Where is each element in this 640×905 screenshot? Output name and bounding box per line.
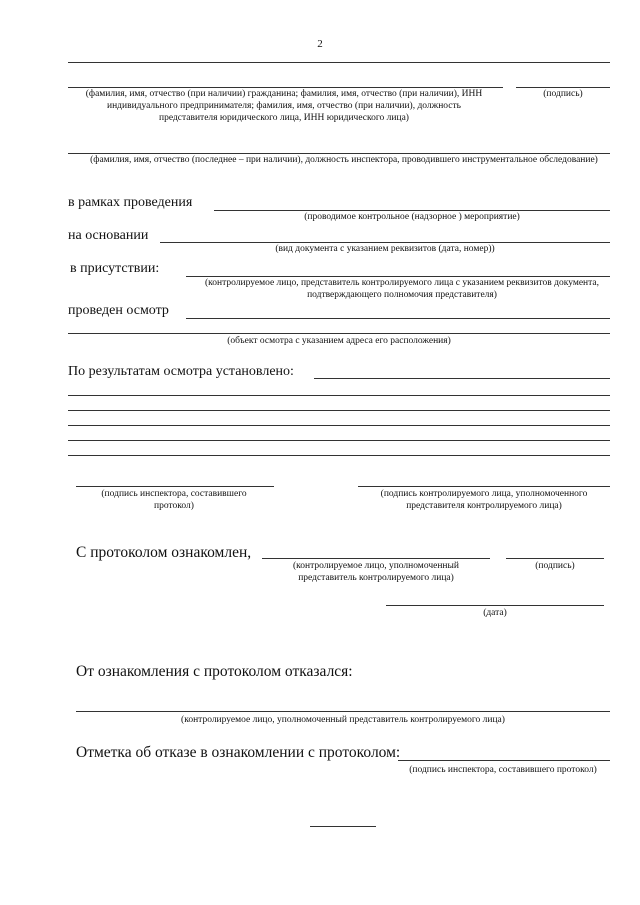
familiarized-date-caption: (дата) xyxy=(483,608,507,618)
citizen-caption: (фамилия, имя, отчество (при наличии) гражданина; фамилия, имя, отчество (при наличии), ИНН индивидуального предпринимателя; фамилия, имя, отчество (при наличии), должность представителя юридического лица, ИНН юридического лица) xyxy=(85,89,483,123)
basis-label: на основании xyxy=(68,228,149,243)
controlled-signature-line[interactable] xyxy=(358,486,610,487)
familiarized-signature-line[interactable] xyxy=(506,558,604,559)
inspector-signature-line[interactable] xyxy=(76,486,274,487)
results-line-0[interactable] xyxy=(314,378,610,379)
event-caption: (проводимое контрольное (надзорное ) мероприятие) xyxy=(304,212,520,222)
results-line-1[interactable] xyxy=(68,395,610,396)
presence-caption: (контролируемое лицо, представитель контролируемого лица с указанием реквизитов документа, подтверждающего полномочия представителя) xyxy=(205,278,599,300)
top-divider xyxy=(68,62,610,63)
citizen-signature-caption: (подпись) xyxy=(543,89,583,99)
refused-line[interactable] xyxy=(76,711,610,712)
refusal-mark-label: Отметка об отказе в ознакомлении с протоколом: xyxy=(76,744,401,761)
inspection-label: проведен осмотр xyxy=(68,303,169,318)
familiarized-date-line[interactable] xyxy=(386,605,604,606)
controlled-signature-caption: (подпись контролируемого лица, уполномоченного представителя контролируемого лица) xyxy=(380,489,588,511)
results-line-4[interactable] xyxy=(68,440,610,441)
refused-caption: (контролируемое лицо, уполномоченный представитель контролируемого лица) xyxy=(181,715,505,725)
presence-label: в присутствии: xyxy=(70,261,160,276)
familiarized-signature-caption: (подпись) xyxy=(535,561,575,571)
inspector-signature-caption: (подпись инспектора, составившего протокол) xyxy=(101,489,247,511)
results-line-5[interactable] xyxy=(68,455,610,456)
refused-label: От ознакомления с протоколом отказался: xyxy=(76,663,353,680)
results-line-3[interactable] xyxy=(68,425,610,426)
refusal-mark-caption: (подпись инспектора, составившего протокол) xyxy=(409,765,597,775)
basis-caption: (вид документа с указанием реквизитов (дата, номер)) xyxy=(275,244,495,254)
refusal-mark-line[interactable] xyxy=(398,760,610,761)
results-line-2[interactable] xyxy=(68,410,610,411)
familiarized-person-caption: (контролируемое лицо, уполномоченный представитель контролируемого лица) xyxy=(293,561,459,583)
inspection-caption: (объект осмотра с указанием адреса его расположения) xyxy=(227,336,451,346)
familiarized-label: С протоколом ознакомлен, xyxy=(76,544,252,561)
inspector-caption: (фамилия, имя, отчество (последнее – при наличии), должность инспектора, проводившего инструментальное обследование) xyxy=(90,155,598,165)
inspection-line-1[interactable] xyxy=(186,318,610,319)
inspection-line-2[interactable] xyxy=(68,333,610,334)
event-label: в рамках проведения xyxy=(68,195,193,210)
results-label: По результатам осмотра установлено: xyxy=(68,364,294,379)
page-number: 2 xyxy=(317,38,323,50)
bottom-divider xyxy=(310,826,376,827)
familiarized-person-line[interactable] xyxy=(262,558,490,559)
